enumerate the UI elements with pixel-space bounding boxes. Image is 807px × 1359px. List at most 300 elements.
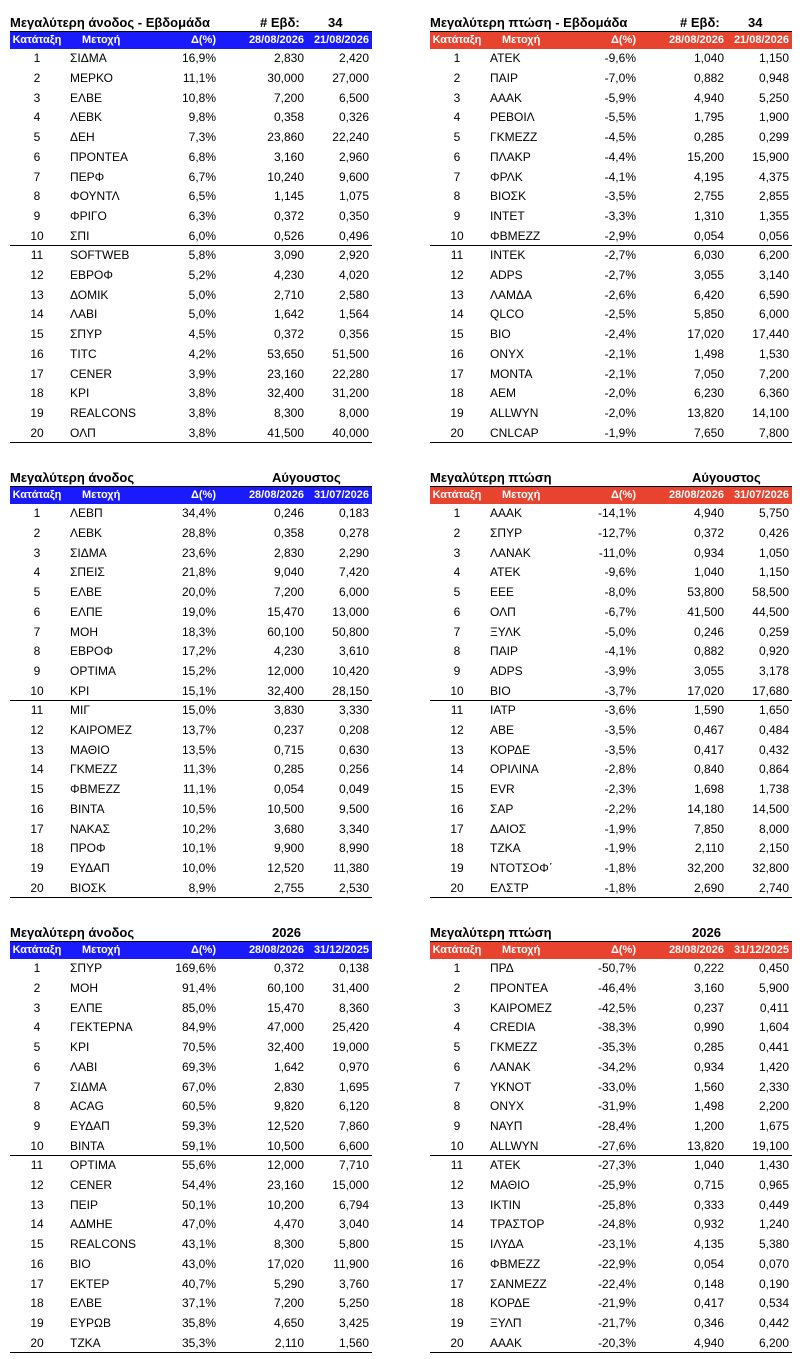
price-previous-cell: 0,920 <box>758 644 789 659</box>
pct-change-cell: -3,5% <box>604 722 636 737</box>
price-previous-cell: 31,200 <box>332 386 369 401</box>
table-row <box>430 89 792 109</box>
rank-cell: 12 <box>450 267 464 282</box>
price-previous-cell: 19,000 <box>332 1040 369 1054</box>
pct-change-cell: 43,1% <box>181 1237 216 1251</box>
price-current-cell: 0,285 <box>693 1040 724 1054</box>
price-current-cell: 0,840 <box>693 762 724 777</box>
rank-cell: 13 <box>30 1197 44 1212</box>
rank-cell: 9 <box>453 209 461 223</box>
price-previous-cell: 3,610 <box>338 644 369 659</box>
stock-cell: ΣΠΙ <box>70 228 90 243</box>
rank-cell: 13 <box>450 742 464 757</box>
rank-cell: 9 <box>453 664 461 678</box>
stock-cell: ΣΙΔΜΑ <box>70 51 107 65</box>
price-current-cell: 0,358 <box>273 525 304 540</box>
rank-cell: 4 <box>453 565 461 580</box>
price-previous-cell: 6,120 <box>338 1099 369 1114</box>
table-row <box>430 1196 792 1216</box>
rank-cell: 17 <box>450 366 464 381</box>
stock-cell: ΟΝΥΧ <box>490 346 525 361</box>
stock-cell: TITC <box>70 346 97 361</box>
stock-cell: ΜΙΓ <box>70 703 90 717</box>
price-current-cell: 0,417 <box>693 1296 724 1311</box>
pct-change-cell: -1,8% <box>604 861 636 875</box>
table-row <box>10 524 372 544</box>
pct-change-cell: 6,0% <box>188 228 216 243</box>
pct-change-cell: -42,5% <box>597 1000 636 1015</box>
price-previous-cell: 5,250 <box>338 1296 369 1311</box>
price-current-cell: 3,160 <box>273 149 304 164</box>
pct-change-cell: 7,3% <box>188 130 216 144</box>
price-previous-cell: 8,360 <box>338 1000 369 1015</box>
stock-cell: ΞΥΛΚ <box>490 624 521 639</box>
table-row <box>430 603 792 623</box>
rank-cell: 8 <box>33 644 41 659</box>
rank-cell: 6 <box>33 1059 41 1074</box>
price-current-cell: 7,050 <box>693 366 724 381</box>
price-current-cell: 6,420 <box>693 287 724 302</box>
date-previous-header: 31/12/2025 <box>733 944 789 956</box>
stock-cell: ΡΕΒΟΙΛ <box>490 110 535 125</box>
stock-cell: ΠΕΡΦ <box>70 169 105 184</box>
price-current-cell: 17,020 <box>267 1256 304 1271</box>
price-current-cell: 4,230 <box>273 644 304 659</box>
price-current-cell: 15,200 <box>687 149 724 164</box>
rank-cell: 3 <box>33 90 41 105</box>
pct-change-cell: 55,6% <box>181 1158 216 1172</box>
table-row <box>10 583 372 603</box>
price-current-cell: 0,526 <box>273 228 304 243</box>
stock-cell: ΤΖΚΑ <box>490 841 521 856</box>
table-title: Μεγαλύτερη άνοδος <box>10 925 135 940</box>
price-previous-cell: 5,750 <box>758 506 789 520</box>
price-current-cell: 1,642 <box>273 1059 304 1074</box>
price-previous-cell: 25,420 <box>332 1020 369 1035</box>
price-previous-cell: 0,049 <box>338 782 369 796</box>
rank-cell: 14 <box>30 307 44 322</box>
table-row <box>430 839 792 859</box>
rank-cell: 8 <box>33 189 41 204</box>
pct-change-cell: 20,0% <box>181 585 216 599</box>
price-previous-cell: 2,855 <box>758 189 789 204</box>
rank-cell: 16 <box>450 346 464 361</box>
price-previous-cell: 0,496 <box>338 228 369 243</box>
date-previous-header: 21/08/2026 <box>733 34 789 46</box>
table-row <box>10 1275 372 1295</box>
pct-change-header: Δ(%) <box>610 944 636 956</box>
price-current-cell: 5,290 <box>273 1276 304 1291</box>
price-previous-cell: 7,800 <box>758 425 789 440</box>
stock-cell: ΜΑΘΙΟ <box>70 742 110 757</box>
rank-cell: 5 <box>453 585 461 599</box>
price-current-cell: 0,054 <box>273 782 304 796</box>
rank-cell: 19 <box>30 1316 44 1330</box>
table-row <box>10 879 372 898</box>
table-row <box>10 108 372 128</box>
pct-change-cell: 11,1% <box>182 782 216 796</box>
rank-cell: 19 <box>450 861 464 875</box>
table-row <box>430 69 792 89</box>
table-row <box>430 504 792 524</box>
rank-cell: 3 <box>33 1000 41 1015</box>
stock-cell: SOFTWEB <box>70 248 130 262</box>
stock-cell: EVR <box>490 782 515 796</box>
rank-cell: 17 <box>450 821 464 836</box>
date-current-header: 28/08/2026 <box>668 944 724 956</box>
table-row <box>10 1038 372 1058</box>
table-row <box>10 979 372 999</box>
price-previous-cell: 2,580 <box>338 287 369 302</box>
stock-cell: ΣΠΕΙΣ <box>70 565 105 580</box>
rank-cell: 1 <box>33 961 41 975</box>
stock-cell: ΕΒΡΟΦ <box>70 644 113 659</box>
stock-cell: ΙΚΤΙΝ <box>490 1197 521 1212</box>
rank-cell: 13 <box>30 742 44 757</box>
price-previous-cell: 3,140 <box>758 267 789 282</box>
stock-cell: ΜΟΝΤΑ <box>490 366 533 381</box>
pct-change-cell: -24,8% <box>597 1217 636 1232</box>
stock-cell: ΑΔΜΗΕ <box>70 1217 113 1232</box>
stock-header: Μετοχή <box>82 489 121 501</box>
stock-cell: ΕΛΒΕ <box>70 90 103 105</box>
price-previous-cell: 3,040 <box>338 1217 369 1232</box>
price-previous-cell: 0,056 <box>758 228 789 243</box>
stock-cell: ΠΡΔ <box>490 961 514 975</box>
rank-cell: 6 <box>453 149 461 164</box>
pct-change-cell: -21,7% <box>597 1316 636 1330</box>
week-label: # Εβδ: <box>260 15 300 30</box>
date-previous-header: 31/12/2025 <box>313 944 369 956</box>
price-previous-cell: 19,100 <box>752 1138 789 1153</box>
table-body <box>430 49 792 443</box>
price-previous-cell: 5,250 <box>758 90 789 105</box>
table-row <box>430 1137 792 1156</box>
pct-change-cell: 85,0% <box>181 1000 216 1015</box>
price-current-cell: 0,990 <box>693 1020 724 1035</box>
table-row <box>10 682 372 701</box>
stock-cell: CENER <box>70 366 113 381</box>
price-current-cell: 3,160 <box>693 980 724 995</box>
week-losers-panel <box>430 15 792 443</box>
rank-cell: 18 <box>30 1296 44 1311</box>
rank-cell: 12 <box>450 1177 464 1192</box>
price-current-cell: 0,715 <box>273 742 304 757</box>
price-previous-cell: 0,948 <box>758 70 789 85</box>
price-current-cell: 0,054 <box>693 228 724 243</box>
price-current-cell: 60,100 <box>267 980 304 995</box>
price-previous-cell: 0,356 <box>338 327 369 341</box>
stock-header: Μετοχή <box>82 34 121 46</box>
pct-change-cell: 28,8% <box>181 525 216 540</box>
stock-cell: ΓΚΜΕΖΖ <box>70 762 118 777</box>
pct-change-cell: -2,1% <box>604 346 636 361</box>
pct-change-header: Δ(%) <box>190 34 216 46</box>
stock-cell: ΙΑΤΡ <box>490 703 516 717</box>
table-row <box>10 49 372 69</box>
stock-cell: ΠΡΟΝΤΕΑ <box>490 980 549 995</box>
price-current-cell: 17,020 <box>687 683 724 698</box>
price-current-cell: 7,200 <box>273 585 304 599</box>
pct-change-cell: -2,7% <box>604 248 636 262</box>
table-row <box>10 662 372 682</box>
price-current-cell: 1,498 <box>693 346 724 361</box>
stock-cell: ΑΕΜ <box>490 386 517 401</box>
table-row <box>10 384 372 404</box>
rank-cell: 19 <box>450 406 464 420</box>
pct-change-cell: 40,7% <box>181 1276 216 1291</box>
stock-cell: ΣΠΥΡ <box>490 525 523 540</box>
stock-cell: ΟΛΠ <box>490 604 516 619</box>
pct-change-cell: 47,0% <box>181 1217 216 1232</box>
stock-cell: ΚΑΙΡΟΜΕΖ <box>490 1000 553 1015</box>
price-previous-cell: 17,440 <box>752 327 789 341</box>
stock-cell: ΝΤΟΤΣΟΦ΄ <box>490 861 553 875</box>
table-row <box>10 89 372 109</box>
price-current-cell: 1,590 <box>693 703 724 717</box>
price-previous-cell: 1,050 <box>758 545 789 560</box>
rank-header: Κατάταξη <box>12 34 62 46</box>
pct-change-cell: 54,4% <box>181 1177 216 1192</box>
pct-change-cell: -9,6% <box>604 565 636 580</box>
price-current-cell: 32,200 <box>687 861 724 875</box>
stock-cell: ΙΝΤΕΤ <box>490 209 525 223</box>
rank-cell: 9 <box>453 1119 461 1133</box>
rank-cell: 10 <box>30 683 44 698</box>
pct-change-cell: -46,4% <box>597 980 636 995</box>
price-current-cell: 30,000 <box>267 70 304 85</box>
price-previous-cell: 1,150 <box>758 565 789 580</box>
pct-change-cell: -3,6% <box>604 703 636 717</box>
price-current-cell: 0,934 <box>693 1059 724 1074</box>
rank-cell: 14 <box>450 1217 464 1232</box>
price-previous-cell: 5,380 <box>758 1237 789 1251</box>
pct-change-cell: -4,1% <box>604 169 636 184</box>
week-label: # Εβδ: <box>680 15 720 30</box>
price-previous-cell: 28,150 <box>332 683 369 698</box>
price-current-cell: 7,650 <box>693 425 724 440</box>
table-row <box>10 959 372 979</box>
table-row <box>430 1018 792 1038</box>
table-body <box>10 959 372 1353</box>
rank-cell: 20 <box>30 880 44 895</box>
stock-cell: ΕΒΡΟΦ <box>70 267 113 282</box>
price-previous-cell: 5,800 <box>338 1237 369 1251</box>
week-gainers-panel <box>10 15 372 443</box>
price-current-cell: 1,200 <box>693 1119 724 1133</box>
price-previous-cell: 6,360 <box>758 386 789 401</box>
table-row <box>430 404 792 424</box>
rank-cell: 10 <box>450 683 464 698</box>
table-row <box>10 128 372 148</box>
pct-change-cell: 35,8% <box>181 1316 216 1330</box>
pct-change-cell: 3,8% <box>188 425 216 440</box>
price-current-cell: 7,200 <box>273 1296 304 1311</box>
price-current-cell: 32,400 <box>267 386 304 401</box>
price-previous-cell: 0,426 <box>758 525 789 540</box>
table-row <box>430 760 792 780</box>
price-current-cell: 0,246 <box>693 624 724 639</box>
table-row <box>430 623 792 643</box>
price-current-cell: 9,040 <box>273 565 304 580</box>
stock-header: Μετοχή <box>502 34 541 46</box>
stock-cell: ΦΡΙΓΟ <box>70 209 107 223</box>
pct-change-cell: -2,4% <box>604 327 636 341</box>
price-current-cell: 14,180 <box>687 801 724 816</box>
stock-cell: ΛΑΒΙ <box>70 307 98 322</box>
price-current-cell: 10,240 <box>267 169 304 184</box>
rank-cell: 5 <box>33 585 41 599</box>
table-row <box>430 168 792 188</box>
date-previous-header: 31/07/2026 <box>733 489 789 501</box>
rank-cell: 16 <box>450 1256 464 1271</box>
price-previous-cell: 13,000 <box>332 604 369 619</box>
column-header-row <box>10 32 372 49</box>
price-current-cell: 6,230 <box>693 386 724 401</box>
pct-change-cell: -2,7% <box>604 267 636 282</box>
rank-cell: 6 <box>453 1059 461 1074</box>
table-row <box>430 424 792 443</box>
table-row <box>430 1176 792 1196</box>
price-current-cell: 4,940 <box>693 1335 724 1350</box>
pct-change-cell: 3,8% <box>188 406 216 420</box>
rank-cell: 6 <box>33 149 41 164</box>
rank-cell: 6 <box>453 604 461 619</box>
table-row <box>430 642 792 662</box>
price-current-cell: 0,372 <box>693 525 724 540</box>
table-row <box>10 1314 372 1334</box>
pct-change-cell: 37,1% <box>181 1296 216 1311</box>
price-previous-cell: 2,290 <box>338 545 369 560</box>
stock-cell: ΕΛΒΕ <box>70 585 103 599</box>
table-row <box>430 365 792 385</box>
stock-cell: ΕΛΣΤΡ <box>490 880 529 895</box>
rank-cell: 13 <box>450 1197 464 1212</box>
stock-cell: ΚΡΙ <box>70 1040 90 1054</box>
table-row <box>430 879 792 898</box>
table-row <box>10 69 372 89</box>
price-previous-cell: 22,240 <box>332 130 369 144</box>
pct-change-cell: -11,0% <box>598 545 636 560</box>
table-row <box>10 642 372 662</box>
price-previous-cell: 6,600 <box>338 1138 369 1153</box>
price-previous-cell: 6,000 <box>758 307 789 322</box>
price-previous-cell: 5,900 <box>758 980 789 995</box>
table-row <box>430 563 792 583</box>
price-previous-cell: 50,800 <box>332 624 369 639</box>
price-previous-cell: 1,355 <box>758 209 789 223</box>
price-current-cell: 0,372 <box>273 327 304 341</box>
price-current-cell: 9,820 <box>273 1099 304 1114</box>
rank-cell: 11 <box>450 1158 464 1172</box>
table-row <box>10 227 372 246</box>
rank-cell: 11 <box>30 1158 44 1172</box>
stock-cell: ΣΠΥΡ <box>70 961 103 975</box>
stock-cell: ΙΛΥΔΑ <box>490 1237 524 1251</box>
price-current-cell: 6,030 <box>693 248 724 262</box>
rank-cell: 4 <box>453 1020 461 1035</box>
table-title-row <box>430 470 792 487</box>
price-previous-cell: 1,604 <box>758 1020 789 1035</box>
pct-change-cell: -2,9% <box>604 228 636 243</box>
price-current-cell: 1,698 <box>693 782 724 796</box>
price-previous-cell: 32,800 <box>752 861 789 875</box>
pct-change-cell: -3,9% <box>604 664 636 678</box>
table-title: Μεγαλύτερη άνοδος <box>10 470 135 485</box>
price-previous-cell: 1,430 <box>758 1158 789 1172</box>
pct-change-cell: 5,8% <box>188 248 216 262</box>
rank-cell: 9 <box>33 1119 41 1133</box>
pct-change-cell: 13,7% <box>181 722 216 737</box>
rank-cell: 7 <box>33 169 41 184</box>
stock-cell: ΒΙΟΣΚ <box>490 189 527 204</box>
price-previous-cell: 7,860 <box>338 1119 369 1133</box>
pct-change-cell: -12,7% <box>597 525 636 540</box>
pct-change-cell: 35,3% <box>181 1335 216 1350</box>
table-row <box>10 1156 372 1176</box>
rank-cell: 14 <box>30 762 44 777</box>
table-row <box>10 1215 372 1235</box>
pct-change-cell: 10,0% <box>181 861 216 875</box>
stock-cell: ΙΝΤΕΚ <box>490 248 526 262</box>
price-current-cell: 1,642 <box>273 307 304 322</box>
table-row <box>430 1117 792 1137</box>
table-row <box>430 1078 792 1098</box>
price-current-cell: 4,940 <box>693 90 724 105</box>
table-row <box>10 1137 372 1156</box>
table-title-row <box>10 470 372 487</box>
rank-cell: 3 <box>453 90 461 105</box>
rank-cell: 15 <box>30 1237 44 1251</box>
price-current-cell: 10,200 <box>267 1197 304 1212</box>
price-previous-cell: 8,000 <box>338 406 369 420</box>
table-row <box>10 246 372 266</box>
price-current-cell: 3,830 <box>273 703 304 717</box>
table-row <box>10 1294 372 1314</box>
price-previous-cell: 11,380 <box>333 861 369 875</box>
table-title-row <box>10 925 372 942</box>
table-row <box>430 1255 792 1275</box>
table-row <box>430 780 792 800</box>
table-row <box>430 524 792 544</box>
rank-cell: 2 <box>453 70 461 85</box>
price-current-cell: 0,372 <box>273 209 304 223</box>
price-previous-cell: 2,420 <box>338 51 369 65</box>
price-current-cell: 0,882 <box>693 644 724 659</box>
table-row <box>430 701 792 721</box>
pct-change-cell: -9,6% <box>604 51 636 65</box>
table-row <box>430 800 792 820</box>
pct-change-cell: -38,3% <box>597 1020 636 1035</box>
pct-change-cell: 8,9% <box>188 880 216 895</box>
pct-change-cell: -27,3% <box>597 1158 636 1172</box>
price-previous-cell: 0,278 <box>338 525 369 540</box>
stock-cell: ΠΡΟΦ <box>70 841 106 856</box>
table-row <box>10 701 372 721</box>
stock-cell: ΣΙΔΜΑ <box>70 545 107 560</box>
price-current-cell: 5,850 <box>693 307 724 322</box>
stock-cell: ADPS <box>490 267 523 282</box>
price-current-cell: 53,650 <box>267 346 304 361</box>
price-current-cell: 2,755 <box>693 189 724 204</box>
table-row <box>10 1334 372 1353</box>
pct-change-cell: -4,1% <box>604 644 636 659</box>
stock-cell: ΕΕΕ <box>490 585 515 599</box>
table-row <box>10 1117 372 1137</box>
price-previous-cell: 27,000 <box>332 70 369 85</box>
stock-cell: ΑΑΑΚ <box>490 90 523 105</box>
price-previous-cell: 1,650 <box>758 703 789 717</box>
